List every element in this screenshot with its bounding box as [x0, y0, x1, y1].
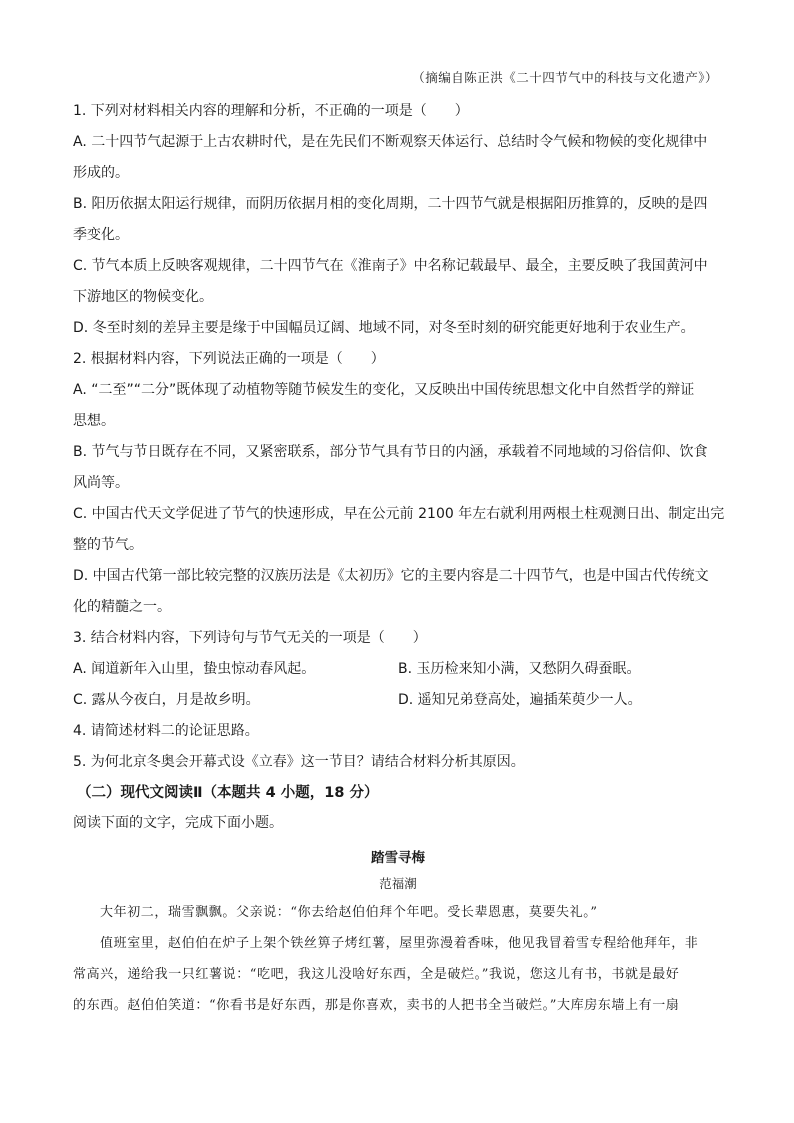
section-instruction: 阅读下面的文字，完成下面小题。	[73, 815, 283, 831]
question-1-option-c: C. 节气本质上反映客观规律，二十四节气在《淮南子》中名称记载最早、最全，主要反映了我国黄河中	[73, 258, 708, 274]
question-2-option-a: A. “二至”“二分”既体现了动植物等随节候发生的变化，又反映出中国传统思想文化中自然哲学的辩证	[73, 382, 695, 398]
question-3-option-c: C. 露从今夜白，月是故乡明。	[73, 692, 260, 708]
question-2-option-d: D. 中国古代第一部比较完整的汉族历法是《太初历》它的主要内容是二十四节气，也是中国古代传统文	[73, 568, 709, 584]
question-1-option-c-cont: 下游地区的物候变化。	[73, 289, 213, 305]
question-3-options-row-1	[73, 654, 723, 685]
question-2-option-c-cont: 整的节气。	[73, 537, 143, 553]
story-body	[73, 897, 723, 1021]
question-2-option-c: C. 中国古代天文学促进了节气的快速形成，早在公元前 2100 年左右就利用两根土柱观测日出、制定出完	[73, 506, 725, 522]
question-3-options-row-2	[73, 685, 723, 716]
story-title: 踏雪寻梅	[371, 850, 425, 866]
exam-content	[73, 96, 723, 1021]
question-2-option-d-cont: 化的精髓之一。	[73, 599, 171, 615]
question-2-stem: 2. 根据材料内容，下列说法正确的一项是（ ）	[73, 351, 385, 367]
question-3-option-a: A. 闻道新年入山里，蛰虫惊动春风起。	[73, 661, 316, 677]
section-heading: （二）现代文阅读Ⅱ（本题共 4 小题，18 分）	[77, 785, 379, 801]
question-2-option-b-cont: 风尚等。	[73, 475, 129, 491]
question-2-option-b: B. 节气与节日既存在不同，又紧密联系，部分节气具有节日的内涵，承载着不同地域的习俗信仰、饮食	[73, 444, 708, 460]
story-paragraph-2-line-3: 的东西。赵伯伯笑道：“你看书是好东西，那是你喜欢，卖书的人把书全当破烂。”大库房东墙上有一扇	[73, 998, 680, 1013]
story-paragraph-2-line-2: 常高兴，递给我一只红薯说：“吃吧，我这儿没啥好东西，全是破烂。”我说，您这儿有书，书就是最好	[73, 967, 680, 982]
story-author: 范福潮	[379, 876, 417, 891]
material-source-citation: （摘编自陈正洪《二十四节气中的科技与文化遗产》）	[412, 70, 718, 85]
question-1-option-a-cont: 形成的。	[73, 165, 129, 181]
question-3-stem: 3. 结合材料内容，下列诗句与节气无关的一项是（ ）	[73, 630, 427, 646]
question-5: 5. 为何北京冬奥会开幕式设《立春》这一节目？请结合材料分析其原因。	[73, 754, 525, 770]
question-1-option-b: B. 阳历依据太阳运行规律，而阴历依据月相的变化周期，二十四节气就是根据阳历推算的，反映的是四	[73, 196, 708, 212]
story-paragraph-2: 值班室里，赵伯伯在炉子上架个铁丝箅子烤红薯，屋里弥漫着香味，他见我冒着雪专程给他拜年，非	[100, 936, 699, 951]
question-1-option-a: A. 二十四节气起源于上古农耕时代，是在先民们不断观察天体运行、总结时令气候和物候的变化规律中	[73, 134, 708, 150]
question-1-option-b-cont: 季变化。	[73, 227, 129, 243]
story-paragraph-1: 大年初二，瑞雪飘飘。父亲说：“你去给赵伯伯拜个年吧。受长辈恩惠，莫要失礼。”	[100, 905, 598, 920]
question-2-option-a-cont: 思想。	[73, 413, 115, 429]
question-4: 4. 请简述材料二的论证思路。	[73, 723, 259, 739]
question-1-option-d: D. 冬至时刻的差异主要是缘于中国幅员辽阔、地域不同，对冬至时刻的研究能更好地利于农业生产。	[73, 320, 695, 336]
question-3-option-d: D. 遥知兄弟登高处，遍插茱萸少一人。	[398, 692, 642, 708]
question-1-stem: 1. 下列对材料相关内容的理解和分析，不正确的一项是（ ）	[73, 103, 469, 119]
question-3-option-b: B. 玉历检来知小满，又愁阴久碍蚕眠。	[398, 661, 641, 677]
